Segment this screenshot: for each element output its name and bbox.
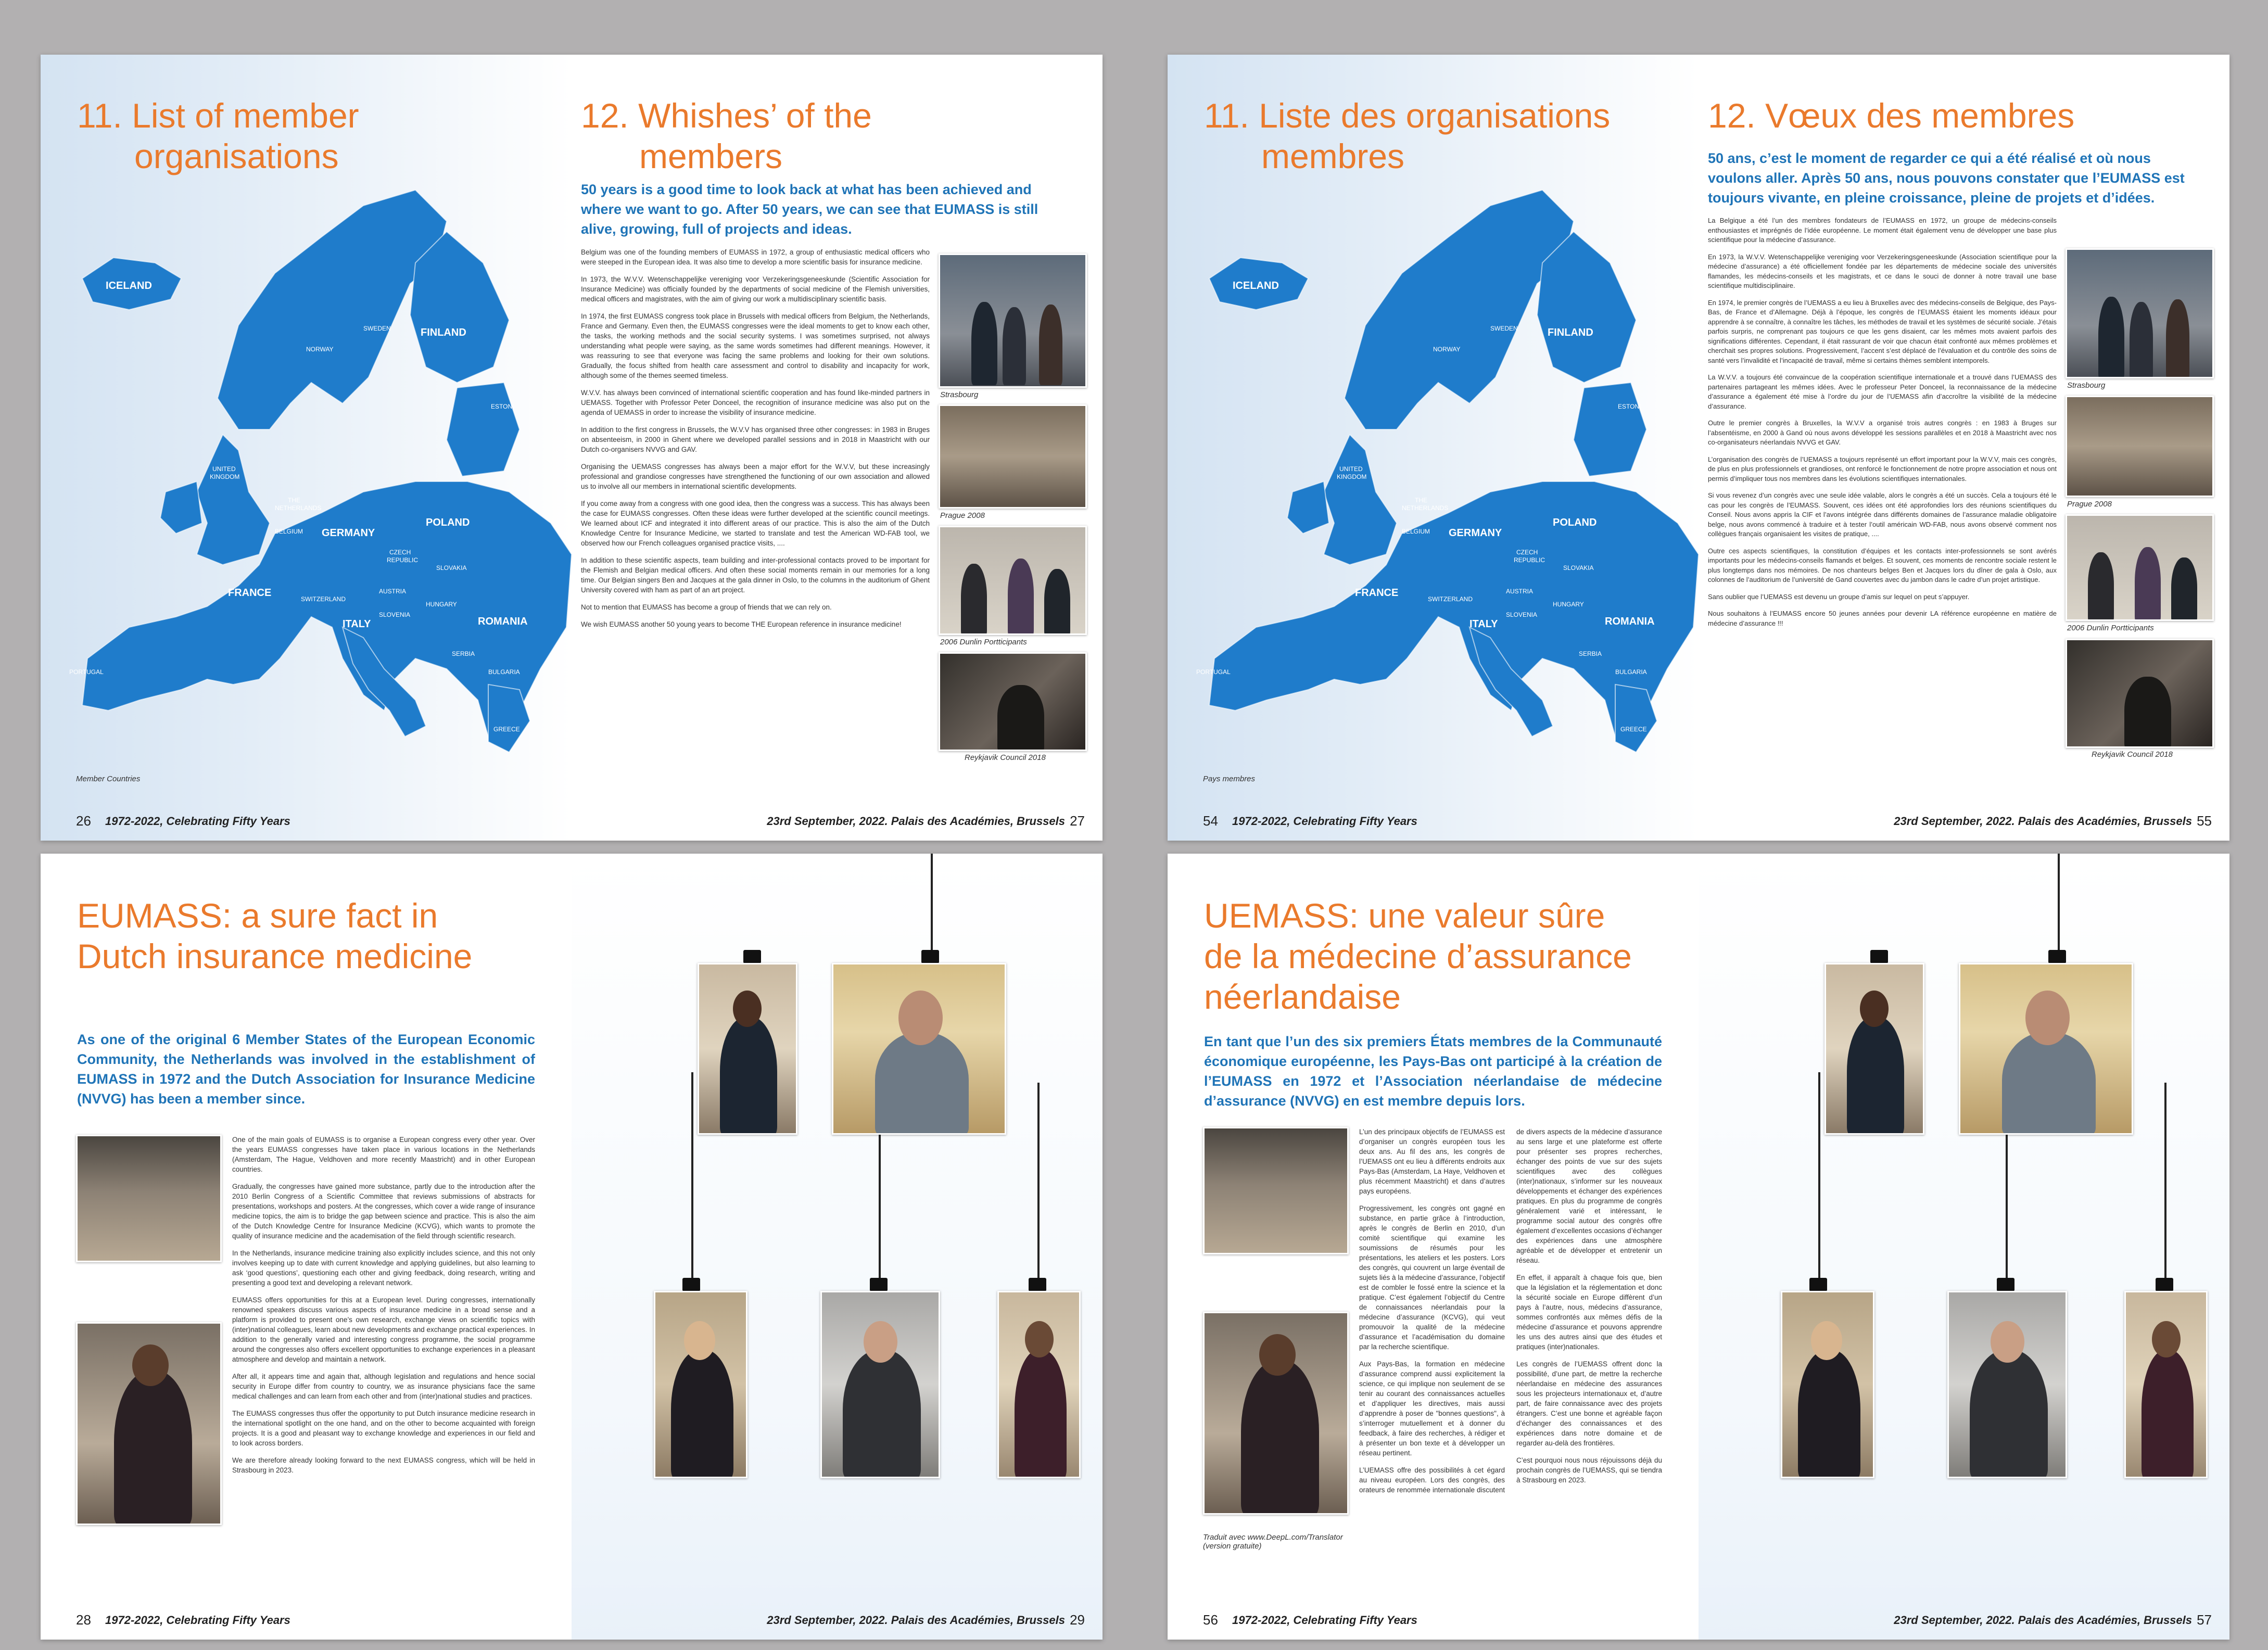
map-label: SWITZERLAND <box>301 595 346 603</box>
page-footer: 1972-2022, Celebrating Fifty Years <box>1232 1614 1417 1627</box>
page-number: 26 <box>76 813 91 829</box>
page-28 <box>41 854 572 1640</box>
paragraph: En effet, il apparaît à chaque fois que, bien que la législation et la réglementation et donc la sécurité sociale en Europe diffèrent d’un pays à l’autre, nous, médecins d’assurance, sommes confrontés aux mêmes défis de la médecine d’assurance et pouvons apprendre les uns des autres ainsi que des études et pratiques (inter)nationales. <box>1516 1274 1662 1351</box>
page-54 <box>1168 55 1699 841</box>
photo-clip <box>870 1278 888 1291</box>
hanger-wire <box>2164 1083 2166 1286</box>
photo-speaker-3 <box>1781 1291 1874 1478</box>
paragraph: En 1974, le premier congrès de l’UEMASS a eu lieu à Bruxelles avec des médecins-conseils de Belgique, des Pays-Bas, de France et d’Allemagne. Déjà à l’époque, les congrès de l’EUMASS étaient les moments idéaux pour apprendre à se connaître, à connaître les tâches, les méthodes de travail et les systèmes de sécurité sociale. J’étais parfois surpris, ne comprenant pas toujours ce que les gens disaient, car les mêmes mots avaient parfois des significations différentes. Cependant, il était rassurant de voir que chacun était confronté aux mêmes problèmes et cherchait ses propres solutions. Progressivement, l’accent s’est déplacé de l’évaluation et du contrôle des soins de santé vers l’invalidité et l’incapacité de travail, même si certains thèmes semblent intemporels. <box>1708 298 2057 364</box>
ireland-shape <box>160 481 202 534</box>
page-number: 28 <box>76 1612 91 1628</box>
paragraph: Belgium was one of the founding members of EUMASS in 1972, a group of enthusiastic medical officers who were steeped in the European idea. It was also time to develop a more scientific basis for insurance medicine. <box>581 248 930 266</box>
baltic-shape <box>1574 383 1646 476</box>
photo-speaker-4 <box>820 1291 940 1478</box>
photo-strasbourg <box>2066 248 2214 378</box>
map-label: SLOVAKIA <box>1563 564 1594 572</box>
map-label: BULGARIA <box>1615 668 1647 676</box>
title-line: 12. Whishes’ of the <box>581 96 872 135</box>
map-label: GREECE <box>493 726 520 733</box>
page-title <box>1204 895 1632 1017</box>
map-label: POLAND <box>426 517 470 528</box>
body-text <box>1708 216 2057 636</box>
page-title <box>581 95 872 176</box>
europe-map <box>51 159 572 763</box>
paragraph: In the Netherlands, insurance medicine training also explicitly includes science, and this not only involves keeping up to date with current knowledge and applying guidelines, but also learning to ask ‘good questions’, questioning each other and giving feedback, doing research, writing and presenting a good text and developing a relevant network. <box>232 1249 535 1287</box>
map-label: SERBIA <box>1579 650 1602 657</box>
europe-map <box>1178 159 1699 763</box>
finland-shape <box>410 232 509 383</box>
photo-caption: 2006 Dunlin Portticipants <box>2067 624 2154 632</box>
hanger-wire <box>1818 1072 1820 1286</box>
map-label: HUNGARY <box>426 601 457 608</box>
photo-congress-group <box>76 1135 222 1262</box>
photo-speaker-1 <box>1824 963 1924 1135</box>
photo-clip <box>743 950 761 963</box>
paragraph: L’organisation des congrès de l’UEMASS a toujours représenté un effort important pour la W.V.V, mais ces congrès, de plus en plus professionnels et grandioses, ont renforcé le fonctionnement de notre propre association et nous ont permis d’impliquer tous nos membres dans les évolutions scientifiques internationales. <box>1708 455 2057 483</box>
page-29 <box>572 854 1103 1640</box>
map-label: SERBIA <box>452 650 475 657</box>
map-label: GERMANY <box>322 527 375 539</box>
paragraph: Si vous revenez d’un congrès avec une seule idée valable, alors le congrès a été un succès. Cela a toujours été le cas pour les congrès de l’EUMASS. Souvent, ces idées ont été approfondies lors des réunions scientifiques du Conseil. Nous avons appris la CIF et l’avons intégrée dans différents domaines de l’assurance maladie obligatoire belge, nous avons commencé à traduire et à tester l’outil américain WD-FAB, nous avons observé comment nos collègues français organisaient les visites de pratique, .... <box>1708 491 2057 538</box>
map-label: FINLAND <box>1548 327 1593 338</box>
photo-speaker-woman <box>76 1322 222 1525</box>
baltic-shape <box>447 383 520 476</box>
map-label: ROMANIA <box>478 616 528 627</box>
photo-strasbourg <box>939 253 1087 388</box>
spread-2 <box>1168 55 2229 841</box>
page-title <box>1708 95 2074 136</box>
lead-paragraph: En tant que l’un des six premiers États membres de la Communauté économique européenne, les Pays-Bas ont participé à la création de l’EUMASS en 1972 et l’Association néerlandaise de médecine d’assurance (NVVG) en est membre depuis lors. <box>1204 1034 1662 1109</box>
map-label: ICELAND <box>1233 280 1279 291</box>
photo-prague <box>939 404 1087 509</box>
title-line: members <box>639 137 783 175</box>
finland-shape <box>1537 232 1636 383</box>
paragraph: Outre le premier congrès à Bruxelles, la W.V.V a organisé trois autres congrès : en 1983 à Bruges sur l’absentéisme, en 2000 à Gand où nous avons développé les sessions parallèles et en 2018 à Maastricht avec nos co-organisateurs néerlandais NVVG et GAV. <box>1708 419 2057 446</box>
map-label: PORTUGAL <box>1196 668 1231 676</box>
map-label: ESTONI <box>1618 403 1641 410</box>
map-label: UNITED <box>1339 465 1363 473</box>
photo-speaker-3 <box>654 1291 747 1478</box>
title-line: membres <box>1261 137 1405 175</box>
photo-caption: Reykjavik Council 2018 <box>2092 750 2173 759</box>
page-footer: 23rd September, 2022. Palais des Académies, Brussels <box>1894 1614 2192 1627</box>
map-caption: Member Countries <box>76 775 141 783</box>
paragraph: EUMASS offers opportunities for this at a European level. During congresses, internationally renowned speakers discuss various aspects of insurance medicine in a broad sense and a platform is provided to present one’s own research, exchange views on scientific topics with (inter)national colleagues, learn about new developments and exchange practical experiences. In addition to the generally varied and interesting congress programme, the social programme around the congresses also offers excellent opportunities to exchange experiences in a pleasant atmosphere and develop and maintain a network. <box>232 1296 535 1363</box>
map-label: AUSTRIA <box>379 588 407 595</box>
paragraph: We wish EUMASS another 50 young years to become THE European reference in insurance medicine! <box>581 620 902 628</box>
spread-4 <box>1168 854 2229 1640</box>
page-footer: 23rd September, 2022. Palais des Académies, Brussels <box>767 1614 1065 1627</box>
paragraph: Aux Pays-Bas, la formation en médecine d’assurance comprend aussi explicitement la science, ce qui implique non seulement de se tenir au courant des connaissances actuelles et d’appliquer les directives, mais aussi d’apprendre à poser de "bonnes questions", à s’interroger mutuellement et à donner du feedback, à faire des recherches, à rédiger et à présenter un bon texte et à développer un réseau pertinent. <box>1359 1360 1505 1457</box>
photo-speaker-2 <box>832 963 1006 1135</box>
page-footer: 1972-2022, Celebrating Fifty Years <box>105 815 290 828</box>
map-label: ESTONI <box>491 403 514 410</box>
page-title <box>77 895 472 976</box>
photo-caption: Strasbourg <box>2067 381 2106 390</box>
map-label: BELGIUM <box>275 528 303 535</box>
title-line: 12. Vœux des membres <box>1708 96 2075 135</box>
paragraph: L’UEMASS offre des possibilités à cet égard au niveau européen. Lors des congrès, des orateurs de renommée internationale discutent de divers aspects de la médecine d’assurance au sens large et une plateforme est offerte pour présenter ses propres recherches, échanger des points de vue sur des sujets scientifiques avec des collègues (inter)nationaux, s’informer sur les nouveaux développements et échanger des expériences pratiques. En plus du programme de congrès généralement varié et intéressant, le programme social autour des congrès offre également d’excellentes occasions d’échanger des expériences dans une atmosphère agréable et de développer et entretenir un réseau. <box>1359 1128 1662 1494</box>
map-label: THE <box>1415 497 1427 504</box>
photo-clip <box>1870 950 1888 963</box>
paragraph: In addition to these scientific aspects, team building and inter-professional contacts proved to be important for the Flemish and Belgian medical officers. And often these social moments remain in our memories for a long time. Our Belgian singers Ben and Jacques at the gala dinner in Oslo, to the columns in the auditorium of Ghent University covered with ham as part of an art project. <box>581 556 930 594</box>
map-caption: Pays membres <box>1203 775 1256 783</box>
map-label: BELGIUM <box>1402 528 1430 535</box>
photo-reykjavik <box>939 652 1087 751</box>
title-line: EUMASS: a sure fact in <box>77 896 438 935</box>
paragraph: Nous souhaitons à l’EUMASS encore 50 jeunes années pour devenir LA référence européenne en matière de médecine d’assurance !!! <box>1708 610 2057 627</box>
paragraph: Progressivement, les congrès ont gagné en substance, en partie grâce à l’introduction, après le congrès de Berlin en 2010, d’un comité scientifique qui examine les soumissions de résumés pour les présentations, les ateliers et les posters. Lors des congrès, qui couvrent un large éventail de sujets liés à la médecine d’assurance, l’objectif est de combler le fossé entre la science et la pratique. C’est également l’objectif du Centre de connaissances néerlandais pour la médecine d’assurance (KCVG), qui veut promouvoir la qualité de la médecine d’assurance et l’académisation du domaine par la recherche scientifique. <box>1359 1204 1505 1351</box>
map-label: FRANCE <box>1355 587 1399 599</box>
photo-speaker-5 <box>2124 1291 2208 1478</box>
photo-speaker-2 <box>1959 963 2133 1135</box>
map-label: POLAND <box>1553 517 1597 528</box>
photo-clip <box>1809 1278 1827 1291</box>
map-label: AUSTRIA <box>1506 588 1534 595</box>
map-label: ITALY <box>343 618 371 630</box>
map-label: NETHERLANDS <box>1402 504 1449 512</box>
paragraph: W.V.V. has always been convinced of international scientific cooperation and has found like-minded partners in UEMASS. Together with Professor Peter Donceel, the recognition of insurance medicine was also put on the agenda of UEMASS in order to increase the visibility of insurance medicine. <box>581 389 930 416</box>
page-number: 27 <box>1070 813 1085 829</box>
lead-paragraph: As one of the original 6 Member States of the European Economic Community, the Netherlands was involved in the establishment of EUMASS in 1972 and the Dutch Association for Insurance Medicine (NVVG) has been a member since. <box>77 1032 535 1107</box>
paragraph: Gradually, the congresses have gained more substance, partly due to the introduction after the 2010 Berlin Congress of a Scientific Committee that reviews submissions of abstracts for presentations, workshops and posters. At the congresses, which cover a wide range of insurance medicine topics, the aim is to bridge the gap between science and practice. This is also the aim of the Dutch Knowledge Centre for Insurance Medicine (KCVG), which wants to promote the quality of insurance medicine and the academisation of the field through scientific research. <box>232 1183 535 1240</box>
photo-speaker-woman <box>1203 1312 1349 1515</box>
photo-clip <box>682 1278 700 1291</box>
uk-shape <box>197 435 270 565</box>
paragraph: Outre ces aspects scientifiques, la constitution d’équipes et les contacts inter-professionnels se sont avérés importants pour les médecins-conseils flamands et belges. Et souvent, ces moments de rencontre sociale restent le plus longtemps dans nos mémoires. De nos chanteurs belges Ben et Jacques lors du dîner de gala à Oslo, aux colonnes de l’auditorium de l’université de Gand couvertes avec du jambon dans le cadre d’un projet artistique. <box>1708 547 2057 583</box>
page-number: 54 <box>1203 813 1218 829</box>
map-label: GREECE <box>1620 726 1647 733</box>
map-label: HUNGARY <box>1553 601 1584 608</box>
title-line: UEMASS: une valeur sûre <box>1204 896 1605 935</box>
map-label: PORTUGAL <box>69 668 104 676</box>
photo-caption: Prague 2008 <box>940 511 985 520</box>
paragraph: En 1973, la W.V.V. Wetenschappelijke vereniging voor Verzekeringsgeneeskunde (Association scientifique pour la médecine d’assurance) a été officiellement fondée par les départements de médecine sociale des universités flamandes, les médecins-conseils et les magistrats, et ce dans le souci de donner à notre travail une base scientifique multidisciplinaire. <box>1708 252 2057 289</box>
page-55 <box>1699 55 2229 841</box>
map-label: KINGDOM <box>1337 473 1367 480</box>
photo-clip <box>2156 1278 2173 1291</box>
paragraph: We are therefore already looking forward to the next EUMASS congress, which will be held in Strasbourg in 2023. <box>232 1456 535 1474</box>
body-text <box>232 1135 535 1482</box>
paragraph: Not to mention that EUMASS has become a group of friends that we can rely on. <box>581 603 832 611</box>
title-line: 11. Liste des organisations <box>1204 96 1611 135</box>
photo-caption: Prague 2008 <box>2067 500 2112 509</box>
paragraph: After all, it appears time and again that, although legislation and regulations and hence social security in Europe differ from country to country, we as insurance physicians face the same medical challenges and can learn from each other and from (inter)national studies and practices. <box>232 1373 535 1400</box>
paragraph: In addition to the first congress in Brussels, the W.V.V has organised three other congresses: in 1983 in Bruges on absenteeism, in 2000 in Ghent where we developed parallel sessions and in 2018 in Maastricht with our Dutch co-organisers NVVG and GAV. <box>581 426 930 453</box>
map-label: ITALY <box>1469 618 1498 630</box>
map-label: UNITED <box>212 465 236 473</box>
paragraph: In 1974, the first EUMASS congress took place in Brussels with medical officers from Belgium, the Netherlands, France and Germany. Even then, the EUMASS congresses were the ideal moments to get to know each other, the tasks, the working methods and the social security systems. I was sometimes surprised, not always understanding what people were saying, as the same words sometimes had different meanings. However, it was reassuring to see that everyone was facing the same problems and looking for their own solutions. Gradually, the focus shifted from health care assessment and control to disability and incapacity for work, although some of the themes seemed timeless. <box>581 312 930 379</box>
map-label: ICELAND <box>106 280 152 291</box>
photo-congress-group <box>1203 1127 1349 1254</box>
page-number: 55 <box>2197 813 2212 829</box>
uk-shape <box>1324 435 1397 565</box>
map-label: FRANCE <box>228 587 272 599</box>
page-27 <box>572 55 1103 841</box>
photo-clip <box>1997 1278 2014 1291</box>
photo-caption: 2006 Dunlin Portticipants <box>940 638 1027 646</box>
map-label: BULGARIA <box>488 668 520 676</box>
hanger-wire <box>691 1072 693 1286</box>
hanger-wire <box>2058 854 2060 958</box>
hanger-wire <box>931 854 933 958</box>
paragraph: In 1973, the W.V.V. Wetenschappelijke vereniging voor Verzekeringsgeneeskunde (Scientific Association for Insurance Medicine) was officially founded by the departments of social medicine of the Flemish universities, medical officers and magistrates, with the aim of giving our work a multidisciplinary scientific basis. <box>581 275 930 303</box>
spread-1 <box>41 55 1103 841</box>
photo-clip <box>921 950 939 963</box>
map-label: SWEDEN <box>1490 325 1518 332</box>
map-label: SWITZERLAND <box>1428 595 1473 603</box>
paragraph: L’un des principaux objectifs de l’EUMASS est d’organiser un congrès européen tous les deux ans. Au fil des ans, les congrès de l’UEMASS ont eu lieu à différents endroits aux Pays-Bas (Amsterdam, La Haye, Veldhoven et plus récemment Maastricht) et dans d’autres pays européens. <box>1359 1128 1505 1195</box>
map-label: SLOVENIA <box>379 611 411 618</box>
map-label: SLOVENIA <box>1506 611 1538 618</box>
map-label: NETHERLANDS <box>275 504 322 512</box>
map-label: ROMANIA <box>1605 616 1655 627</box>
page-57 <box>1699 854 2229 1640</box>
page-footer: 23rd September, 2022. Palais des Académies, Brussels <box>1894 815 2192 828</box>
title-line: Dutch insurance medicine <box>77 937 473 975</box>
paragraph: C’est pourquoi nous nous réjouissons déjà du prochain congrès de l’UEMASS, qui se tiendra à Strasbourg en 2023. <box>1516 1456 1662 1484</box>
paragraph: Organising the UEMASS congresses has always been a major effort for the W.V.V, but these increasingly professional and grandiose congresses have strengthened the functioning of our own association and allowed us to involve all our members in international scientific developments. <box>581 463 930 490</box>
hanger-wire <box>1037 1083 1040 1286</box>
spread-3 <box>41 854 1103 1640</box>
title-line: 11. List of member <box>77 96 359 135</box>
map-label: NORWAY <box>306 346 334 353</box>
body-text <box>581 247 930 637</box>
photo-prague <box>2066 396 2214 497</box>
map-label: SLOVAKIA <box>436 564 467 572</box>
ireland-shape <box>1287 481 1329 534</box>
page-footer: 23rd September, 2022. Palais des Académies, Brussels <box>767 815 1065 828</box>
photo-speaker-5 <box>997 1291 1081 1478</box>
map-label: SWEDEN <box>363 325 391 332</box>
photo-reykjavik <box>2066 639 2214 748</box>
page-footer: 1972-2022, Celebrating Fifty Years <box>1232 815 1417 828</box>
photo-clip <box>1029 1278 1046 1291</box>
page-number: 56 <box>1203 1612 1218 1628</box>
map-label: FINLAND <box>421 327 466 338</box>
page-number: 57 <box>2197 1612 2212 1628</box>
paragraph: La W.V.V. a toujours été convaincue de la coopération scientifique internationale et a trouvé dans l’UEMASS des partenaires partageant les mêmes idées. Avec le professeur Peter Donceel, la reconnaissance de la médecine d’assurance a également été mise à l’ordre du jour de l’UEMASS afin d’accroître la visibilité de la médecine d’assurance. <box>1708 373 2057 410</box>
page-26 <box>41 55 572 841</box>
page-footer: 1972-2022, Celebrating Fifty Years <box>105 1614 290 1627</box>
title-line: néerlandaise <box>1204 978 1401 1016</box>
title-line: organisations <box>134 137 339 175</box>
map-label: CZECH <box>389 549 411 556</box>
map-label: CZECH <box>1516 549 1538 556</box>
photo-speaker-1 <box>698 963 797 1135</box>
map-label: REPUBLIC <box>1514 556 1545 564</box>
paragraph: Sans oublier que l’UEMASS est devenu un groupe d’amis sur lequel on peut s’appuyer. <box>1708 592 1970 601</box>
photo-dublin <box>939 526 1087 635</box>
map-label: NORWAY <box>1433 346 1461 353</box>
photo-caption: Reykjavik Council 2018 <box>965 753 1046 762</box>
map-label: GERMANY <box>1449 527 1502 539</box>
title-line: de la médecine d’assurance <box>1204 937 1632 975</box>
map-label: KINGDOM <box>210 473 240 480</box>
paragraph: The EUMASS congresses thus offer the opportunity to put Dutch insurance medicine research in the international spotlight on the one hand, and on the other to become acquainted with foreign projects. It is a good and pleasant way to exchange knowledge and experiences in our field and to look across borders. <box>232 1410 535 1447</box>
photo-caption: Strasbourg <box>940 390 979 399</box>
page-56 <box>1168 854 1699 1640</box>
map-label: THE <box>288 497 300 504</box>
paragraph: Les congrès de l’UEMASS offrent donc la possibilité, d’une part, de mettre la recherche néerlandaise en médecine des assurances sous les projecteurs internationaux et, d’autre part, de faire connaissance avec des projets étrangers. C’est une bonne et agréable façon d’échanger des connaissances et des expériences dans notre domaine et de regarder au-delà des frontières. <box>1516 1360 1662 1447</box>
translation-note: Traduit avec www.DeepL.com/Translator (version gratuite) <box>1203 1533 1343 1551</box>
paragraph: One of the main goals of EUMASS is to organise a European congress every other year. Over the years EUMASS congresses have taken place in various locations in the Netherlands (Amsterdam, The Hague, Veldhoven and more recently Maastricht) and in other European countries. <box>232 1136 535 1173</box>
paragraph: La Belgique a été l’un des membres fondateurs de l’EUMASS en 1972, un groupe de médecins-conseils enthousiastes et imprégnés de l’idée européenne. Le moment était également venu de développer une base plus scientifique pour la médecine d’assurance. <box>1708 217 2057 244</box>
paragraph: If you come away from a congress with one good idea, then the congress was a success. This has always been the case for EUMASS congresses. Often these ideas were further developed at the scientific council meetings. We learned about ICF and integrated it into different areas of our practice. This is also the aim of the Dutch Knowledge Centre for Insurance Medicine, we started to translate and test the American WD-FAB tool, we observed how our French colleagues organised practice visits, .... <box>581 500 930 547</box>
body-text <box>1359 1127 1662 1595</box>
lead-paragraph: 50 ans, c’est le moment de regarder ce qui a été réalisé et où nous voulons aller. Après 50 ans, nous pouvons constater que l’EUMASS est toujours vivante, en pleine croissance, pleine de projets et d’idées. <box>1708 150 2185 206</box>
photo-dublin <box>2066 514 2214 621</box>
photo-clip <box>2048 950 2066 963</box>
photo-speaker-4 <box>1947 1291 2067 1478</box>
lead-paragraph: 50 years is a good time to look back at what has been achieved and where we want to go. After 50 years, we can see that EUMASS is still alive, growing, full of projects and ideas. <box>581 182 1038 237</box>
page-number: 29 <box>1070 1612 1085 1628</box>
map-label: REPUBLIC <box>387 556 419 564</box>
